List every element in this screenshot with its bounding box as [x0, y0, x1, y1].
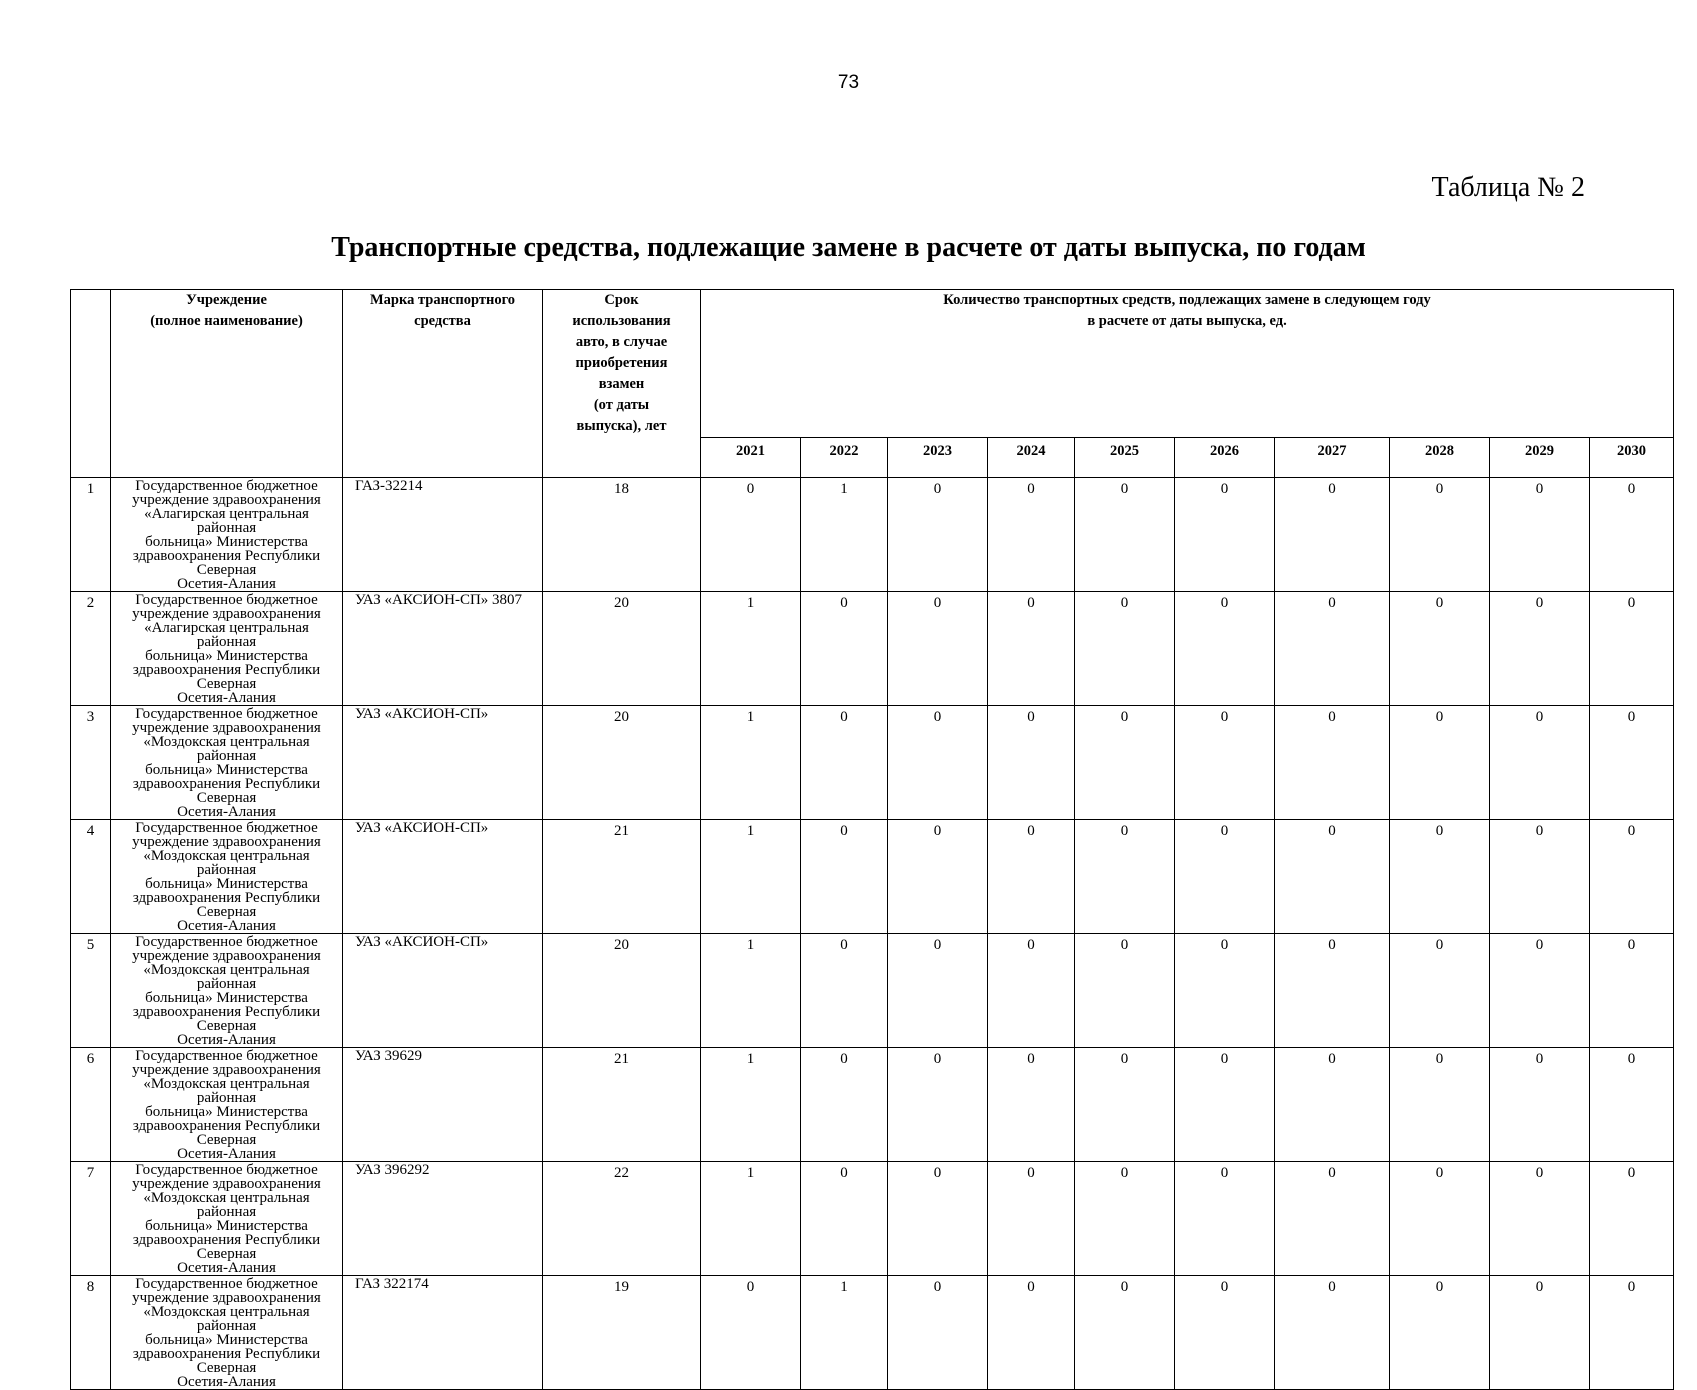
table-row: [71, 478, 1674, 592]
institution-cell: [111, 934, 343, 1048]
institution-line: здравоохранения Республики Северная: [132, 1118, 321, 1148]
year-value-cell: 0: [1075, 820, 1175, 934]
year-value-cell: 0: [988, 820, 1075, 934]
institution-line: «Моздокская центральная районная: [143, 848, 310, 878]
year-value-cell: 0: [1175, 1048, 1275, 1162]
year-value-cell: 1: [701, 706, 801, 820]
brand-cell: УАЗ «АКСИОН-СП»: [343, 706, 543, 820]
table-row: [71, 934, 1674, 1048]
year-value-cell: 0: [1275, 1048, 1390, 1162]
institution-line: «Моздокская центральная районная: [143, 1076, 310, 1106]
year-value-cell: 0: [1275, 1162, 1390, 1276]
institution-line: Государственное бюджетное: [135, 1048, 318, 1064]
table-body: [71, 478, 1674, 1390]
year-value-cell: 0: [1590, 706, 1674, 820]
brand-cell: УАЗ «АКСИОН-СП» 3807: [343, 592, 543, 706]
header-term-line: использования: [572, 313, 671, 329]
year-value-cell: 0: [1590, 1276, 1674, 1390]
header-term-line: Срок: [604, 292, 639, 308]
institution-line: Осетия-Алания: [177, 1260, 276, 1276]
header-institution-line: Учреждение: [186, 292, 267, 308]
term-cell: 21: [543, 1048, 701, 1162]
row-number: 1: [71, 478, 111, 592]
year-value-cell: 0: [888, 478, 988, 592]
institution-line: здравоохранения Республики Северная: [132, 776, 321, 806]
institution-line: здравоохранения Республики Северная: [132, 1232, 321, 1262]
institution-line: «Моздокская центральная районная: [143, 1190, 310, 1220]
header-term: [543, 290, 701, 478]
term-cell: 20: [543, 706, 701, 820]
header-quantity: [701, 290, 1674, 438]
institution-line: больница» Министерства: [145, 990, 308, 1006]
institution-line: учреждение здравоохранения: [132, 948, 321, 964]
year-header: 2026: [1175, 438, 1275, 478]
year-value-cell: 0: [1590, 820, 1674, 934]
institution-cell: [111, 592, 343, 706]
institution-line: здравоохранения Республики Северная: [132, 662, 321, 692]
year-value-cell: 1: [701, 934, 801, 1048]
row-number: 4: [71, 820, 111, 934]
header-institution-line: (полное наименование): [150, 313, 303, 329]
year-value-cell: 0: [1390, 1276, 1490, 1390]
term-cell: 21: [543, 820, 701, 934]
year-value-cell: 0: [988, 706, 1075, 820]
year-value-cell: 0: [1490, 1276, 1590, 1390]
institution-line: больница» Министерства: [145, 876, 308, 892]
row-number: 7: [71, 1162, 111, 1276]
page-title: Транспортные средства, подлежащие замене в расчете от даты выпуска, по годам: [331, 232, 1366, 263]
year-value-cell: 0: [1390, 706, 1490, 820]
table-row: [71, 1162, 1674, 1276]
page-number: 73: [837, 72, 860, 93]
institution-line: больница» Министерства: [145, 1218, 308, 1234]
year-value-cell: 0: [1390, 1162, 1490, 1276]
year-value-cell: 0: [988, 1276, 1075, 1390]
year-value-cell: 1: [701, 1162, 801, 1276]
year-value-cell: 0: [988, 478, 1075, 592]
institution-line: здравоохранения Республики Северная: [132, 1004, 321, 1034]
header-quantity-line: в расчете от даты выпуска, ед.: [1087, 313, 1287, 329]
year-header: 2024: [988, 438, 1075, 478]
year-value-cell: 0: [1075, 1048, 1175, 1162]
year-value-cell: 0: [1175, 1162, 1275, 1276]
institution-line: здравоохранения Республики Северная: [132, 548, 321, 578]
year-value-cell: 0: [1590, 934, 1674, 1048]
institution-line: больница» Министерства: [145, 1104, 308, 1120]
year-header: 2023: [888, 438, 988, 478]
institution-line: учреждение здравоохранения: [132, 492, 321, 508]
year-header: 2022: [801, 438, 888, 478]
institution-cell: [111, 478, 343, 592]
brand-cell: УАЗ 39629: [343, 1048, 543, 1162]
table-row: [71, 706, 1674, 820]
year-header: 2029: [1490, 438, 1590, 478]
institution-cell: [111, 1048, 343, 1162]
institution-line: Государственное бюджетное: [135, 706, 318, 722]
institution-cell: [111, 1162, 343, 1276]
year-value-cell: 0: [888, 706, 988, 820]
year-value-cell: 0: [1175, 706, 1275, 820]
year-value-cell: 0: [1075, 1162, 1175, 1276]
year-value-cell: 0: [1175, 820, 1275, 934]
year-value-cell: 0: [801, 1048, 888, 1162]
institution-line: Государственное бюджетное: [135, 592, 318, 608]
brand-cell: УАЗ 396292: [343, 1162, 543, 1276]
institution-line: учреждение здравоохранения: [132, 1290, 321, 1306]
table-header: [71, 290, 1674, 478]
institution-line: больница» Министерства: [145, 648, 308, 664]
header-quantity-line: Количество транспортных средств, подлежащих замене в следующем году: [943, 292, 1431, 308]
header-brand-line: Марка транспортного: [369, 292, 516, 308]
institution-line: Государственное бюджетное: [135, 934, 318, 950]
institution-line: «Алагирская центральная районная: [144, 506, 309, 536]
term-cell: 20: [543, 934, 701, 1048]
institution-line: «Алагирская центральная районная: [144, 620, 309, 650]
table-row: [71, 820, 1674, 934]
institution-cell: [111, 820, 343, 934]
year-value-cell: 1: [801, 1276, 888, 1390]
institution-line: учреждение здравоохранения: [132, 606, 321, 622]
year-value-cell: 0: [1275, 820, 1390, 934]
year-value-cell: 0: [888, 1162, 988, 1276]
header-brand: [343, 290, 543, 478]
brand-cell: ГАЗ 322174: [343, 1276, 543, 1390]
institution-line: Осетия-Алания: [177, 804, 276, 820]
institution-line: Государственное бюджетное: [135, 478, 318, 494]
table-label: Таблица № 2: [1431, 172, 1585, 203]
institution-line: Осетия-Алания: [177, 1146, 276, 1162]
header-row: [71, 290, 1674, 438]
year-value-cell: 0: [801, 1162, 888, 1276]
year-value-cell: 0: [801, 934, 888, 1048]
institution-line: Осетия-Алания: [177, 918, 276, 934]
year-value-cell: 0: [1075, 934, 1175, 1048]
institution-line: Осетия-Алания: [177, 1032, 276, 1048]
year-header: 2027: [1275, 438, 1390, 478]
institution-line: больница» Министерства: [145, 534, 308, 550]
year-value-cell: 0: [1175, 478, 1275, 592]
year-header: 2030: [1590, 438, 1674, 478]
institution-cell: [111, 1276, 343, 1390]
year-value-cell: 0: [888, 592, 988, 706]
header-institution: [111, 290, 343, 478]
institution-line: больница» Министерства: [145, 1332, 308, 1348]
year-value-cell: 0: [801, 820, 888, 934]
year-value-cell: 0: [1175, 934, 1275, 1048]
institution-line: учреждение здравоохранения: [132, 720, 321, 736]
institution-cell: [111, 706, 343, 820]
row-number: 2: [71, 592, 111, 706]
row-number: 8: [71, 1276, 111, 1390]
year-value-cell: 0: [1490, 934, 1590, 1048]
year-value-cell: 0: [888, 1048, 988, 1162]
year-value-cell: 0: [1175, 1276, 1275, 1390]
year-value-cell: 0: [1490, 1048, 1590, 1162]
year-value-cell: 1: [701, 592, 801, 706]
institution-line: здравоохранения Республики Северная: [132, 890, 321, 920]
institution-line: «Моздокская центральная районная: [143, 1304, 310, 1334]
institution-line: учреждение здравоохранения: [132, 1062, 321, 1078]
institution-line: Государственное бюджетное: [135, 1162, 318, 1178]
institution-line: Государственное бюджетное: [135, 820, 318, 836]
year-value-cell: 0: [1590, 1048, 1674, 1162]
header-term-line: выпуска), лет: [576, 418, 667, 434]
institution-line: «Моздокская центральная районная: [143, 734, 310, 764]
term-cell: 19: [543, 1276, 701, 1390]
institution-line: Осетия-Алания: [177, 576, 276, 592]
term-cell: 18: [543, 478, 701, 592]
year-value-cell: 0: [888, 1276, 988, 1390]
year-value-cell: 0: [988, 1048, 1075, 1162]
institution-line: Государственное бюджетное: [135, 1276, 318, 1292]
year-value-cell: 0: [1390, 478, 1490, 592]
year-value-cell: 0: [988, 934, 1075, 1048]
year-value-cell: 0: [801, 706, 888, 820]
year-value-cell: 0: [1490, 706, 1590, 820]
year-value-cell: 0: [1590, 592, 1674, 706]
institution-line: Осетия-Алания: [177, 1374, 276, 1390]
year-value-cell: 0: [988, 1162, 1075, 1276]
brand-cell: УАЗ «АКСИОН-СП»: [343, 934, 543, 1048]
year-value-cell: 0: [1275, 934, 1390, 1048]
year-value-cell: 0: [1390, 820, 1490, 934]
row-number: 6: [71, 1048, 111, 1162]
year-value-cell: 0: [1390, 934, 1490, 1048]
year-value-cell: 1: [701, 1048, 801, 1162]
year-value-cell: 0: [1075, 478, 1175, 592]
year-value-cell: 0: [988, 592, 1075, 706]
year-value-cell: 0: [1275, 1276, 1390, 1390]
header-number: [71, 290, 111, 478]
year-value-cell: 0: [888, 934, 988, 1048]
institution-line: учреждение здравоохранения: [132, 834, 321, 850]
institution-line: Осетия-Алания: [177, 690, 276, 706]
header-term-line: (от даты: [593, 397, 650, 413]
vehicle-replacement-table: [70, 289, 1674, 1390]
year-value-cell: 0: [1490, 820, 1590, 934]
year-value-cell: 0: [1490, 1162, 1590, 1276]
year-value-cell: 0: [1075, 706, 1175, 820]
year-value-cell: 0: [1075, 1276, 1175, 1390]
year-value-cell: 0: [1075, 592, 1175, 706]
year-value-cell: 0: [1175, 592, 1275, 706]
year-value-cell: 0: [1490, 478, 1590, 592]
header-term-line: авто, в случае: [575, 334, 668, 350]
year-value-cell: 0: [1275, 478, 1390, 592]
year-value-cell: 0: [888, 820, 988, 934]
institution-line: здравоохранения Республики Северная: [132, 1346, 321, 1376]
header-term-line: взамен: [598, 376, 645, 392]
row-number: 5: [71, 934, 111, 1048]
table-row: [71, 1276, 1674, 1390]
year-value-cell: 0: [1275, 706, 1390, 820]
institution-line: учреждение здравоохранения: [132, 1176, 321, 1192]
year-value-cell: 1: [701, 820, 801, 934]
header-term-line: приобретения: [575, 355, 668, 371]
year-header: 2025: [1075, 438, 1175, 478]
year-value-cell: 0: [1390, 592, 1490, 706]
institution-line: больница» Министерства: [145, 762, 308, 778]
header-brand-line: средства: [414, 313, 471, 329]
year-value-cell: 0: [1490, 592, 1590, 706]
term-cell: 20: [543, 592, 701, 706]
table-row: [71, 1048, 1674, 1162]
institution-line: «Моздокская центральная районная: [143, 962, 310, 992]
year-header: 2021: [701, 438, 801, 478]
year-value-cell: 0: [1590, 478, 1674, 592]
table-row: [71, 592, 1674, 706]
year-value-cell: 0: [801, 592, 888, 706]
row-number: 3: [71, 706, 111, 820]
year-value-cell: 0: [1590, 1162, 1674, 1276]
year-value-cell: 0: [701, 478, 801, 592]
year-value-cell: 1: [801, 478, 888, 592]
year-value-cell: 0: [1275, 592, 1390, 706]
term-cell: 22: [543, 1162, 701, 1276]
year-value-cell: 0: [701, 1276, 801, 1390]
year-header: 2028: [1390, 438, 1490, 478]
brand-cell: УАЗ «АКСИОН-СП»: [343, 820, 543, 934]
brand-cell: ГАЗ-32214: [343, 478, 543, 592]
year-value-cell: 0: [1390, 1048, 1490, 1162]
